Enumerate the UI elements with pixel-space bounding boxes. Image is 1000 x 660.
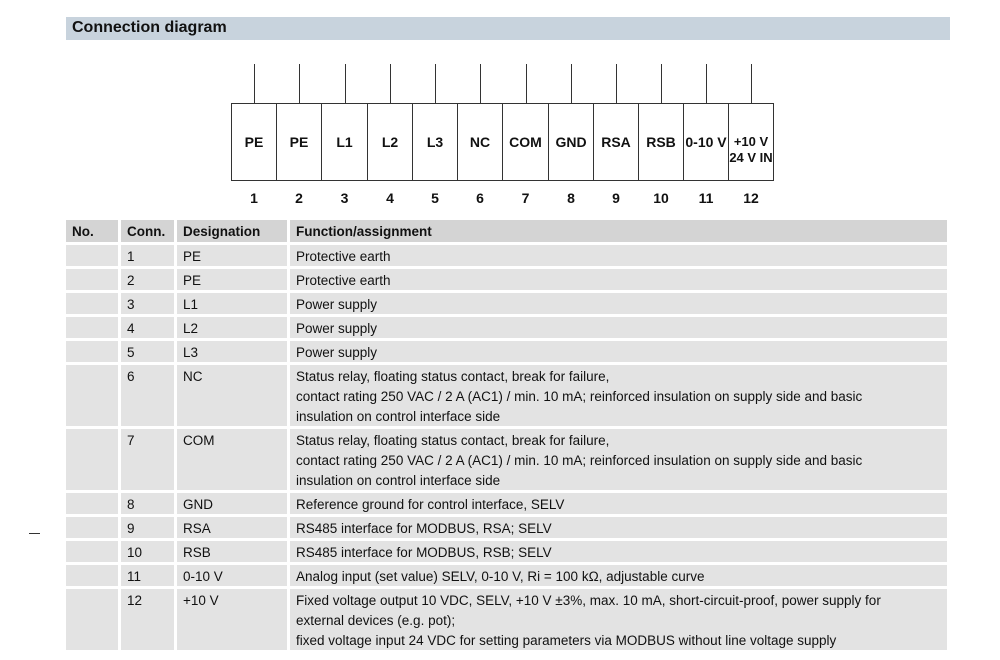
- terminal-label: PE: [289, 134, 309, 150]
- terminal-number: 4: [386, 190, 394, 206]
- terminal-label: 0-10 V: [685, 134, 727, 150]
- function-line: Protective earth: [296, 249, 391, 264]
- table-row: [66, 429, 950, 490]
- function-line: Reference ground for control interface, SELV: [296, 497, 565, 512]
- row-no: [66, 341, 118, 362]
- function-line: RS485 interface for MODBUS, RSA; SELV: [296, 521, 552, 536]
- terminal-label: +10 V 24 V IN: [729, 134, 773, 165]
- terminal-label: PE: [244, 134, 264, 150]
- row-conn: 11: [121, 565, 174, 586]
- function-line: Protective earth: [296, 273, 391, 288]
- table-row: [66, 365, 950, 426]
- table-row: [66, 493, 950, 514]
- terminal-wire: [571, 64, 572, 104]
- row-designation: NC: [177, 365, 287, 426]
- header-function: Function/assignment: [290, 220, 947, 242]
- row-no: [66, 589, 118, 650]
- terminal-9: [594, 103, 639, 206]
- row-function: [290, 429, 947, 490]
- connection-table: [66, 220, 950, 653]
- table-row: [66, 317, 950, 338]
- row-no: [66, 541, 118, 562]
- terminal-wire: [751, 64, 752, 104]
- row-designation: PE: [177, 245, 287, 266]
- function-line: Status relay, floating status contact, break for failure,: [296, 369, 610, 384]
- terminal-6: [458, 103, 503, 206]
- row-designation: RSB: [177, 541, 287, 562]
- terminal-wire: [345, 64, 346, 104]
- terminal-number: 10: [653, 190, 669, 206]
- terminal-wire: [661, 64, 662, 104]
- terminal-wire: [390, 64, 391, 104]
- terminal-number: 9: [612, 190, 620, 206]
- terminal-10: [639, 103, 684, 206]
- terminal-wire: [480, 64, 481, 104]
- terminal-3: [322, 103, 368, 206]
- table-row: [66, 589, 950, 650]
- row-conn: 8: [121, 493, 174, 514]
- terminal-label: L3: [426, 134, 444, 150]
- table-row: [66, 517, 950, 538]
- terminal-label: COM: [509, 134, 542, 150]
- terminal-number: 8: [567, 190, 575, 206]
- terminal-number: 11: [698, 190, 714, 206]
- row-designation: PE: [177, 269, 287, 290]
- row-no: [66, 565, 118, 586]
- terminal-number: 6: [476, 190, 484, 206]
- row-function: [290, 493, 947, 514]
- terminal-label: GND: [555, 134, 587, 150]
- function-line: Power supply: [296, 297, 378, 312]
- row-designation: L3: [177, 341, 287, 362]
- table-row: [66, 541, 950, 562]
- function-line: insulation on control interface side: [296, 473, 501, 488]
- terminal-wire: [706, 64, 707, 104]
- row-function: [290, 365, 947, 426]
- terminal-number: 1: [250, 190, 258, 206]
- terminal-8: [549, 103, 594, 206]
- terminal-wire: [299, 64, 300, 104]
- header-no: No.: [66, 220, 118, 242]
- row-designation: L2: [177, 317, 287, 338]
- row-conn: 5: [121, 341, 174, 362]
- row-conn: 3: [121, 293, 174, 314]
- row-no: [66, 365, 118, 426]
- function-line: RS485 interface for MODBUS, RSB; SELV: [296, 545, 552, 560]
- terminal-7: [503, 103, 549, 206]
- row-designation: L1: [177, 293, 287, 314]
- row-function: [290, 317, 947, 338]
- table-row: [66, 269, 950, 290]
- function-line: external devices (e.g. pot);: [296, 613, 456, 628]
- terminal-number: 2: [295, 190, 303, 206]
- row-no: [66, 517, 118, 538]
- terminal-4: [368, 103, 413, 206]
- terminal-number: 3: [340, 190, 349, 206]
- function-line: contact rating 250 VAC / 2 A (AC1) / min. 10 mA; reinforced insulation on supply side and basic: [296, 389, 863, 404]
- terminal-1: [232, 103, 277, 206]
- terminal-2: [277, 103, 322, 206]
- section-header: [66, 17, 950, 40]
- function-line: fixed voltage input 24 VDC for setting parameters via MODBUS without line voltage supply: [296, 633, 837, 648]
- terminal-label: RSB: [646, 134, 676, 150]
- row-function: [290, 565, 947, 586]
- row-no: [66, 293, 118, 314]
- row-function: [290, 245, 947, 266]
- row-no: [66, 429, 118, 490]
- terminal-12: [729, 103, 774, 206]
- function-line: Status relay, floating status contact, break for failure,: [296, 433, 610, 448]
- table-row: [66, 245, 950, 266]
- terminal-label: L2: [381, 134, 399, 150]
- table-header-row: [66, 220, 950, 242]
- row-designation: 0-10 V: [177, 565, 287, 586]
- row-no: [66, 245, 118, 266]
- row-conn: 12: [121, 589, 174, 650]
- row-designation: COM: [177, 429, 287, 490]
- row-designation: GND: [177, 493, 287, 514]
- row-no: [66, 317, 118, 338]
- terminal-label: NC: [469, 134, 491, 150]
- terminal-wire: [435, 64, 436, 104]
- row-conn: 7: [121, 429, 174, 490]
- function-line: Power supply: [296, 321, 378, 336]
- terminal-number: 12: [743, 190, 759, 206]
- row-function: [290, 269, 947, 290]
- row-designation: RSA: [177, 517, 287, 538]
- row-function: [290, 341, 947, 362]
- row-conn: 9: [121, 517, 174, 538]
- function-line: Analog input (set value) SELV, 0-10 V, Ri = 100 kΩ, adjustable curve: [296, 569, 705, 584]
- terminal-wire: [616, 64, 617, 104]
- row-no: [66, 493, 118, 514]
- terminal-label: RSA: [601, 134, 631, 150]
- terminal-label: L1: [336, 134, 353, 150]
- row-designation: +10 V: [177, 589, 287, 650]
- table-row: [66, 565, 950, 586]
- function-line: insulation on control interface side: [296, 409, 501, 424]
- terminal-number: 7: [521, 190, 530, 206]
- section-title: Connection diagram: [72, 19, 227, 36]
- row-conn: 6: [121, 365, 174, 426]
- row-no: [66, 269, 118, 290]
- function-line: Power supply: [296, 345, 378, 360]
- terminal-wire: [254, 64, 255, 104]
- row-conn: 4: [121, 317, 174, 338]
- header-designation: Designation: [177, 220, 287, 242]
- table-row: [66, 341, 950, 362]
- function-line: contact rating 250 VAC / 2 A (AC1) / min. 10 mA; reinforced insulation on supply side and basic: [296, 453, 863, 468]
- terminal-11: [684, 103, 729, 206]
- row-conn: 10: [121, 541, 174, 562]
- row-conn: 2: [121, 269, 174, 290]
- terminal-wire: [526, 64, 527, 104]
- terminal-5: [413, 103, 458, 206]
- margin-dash: [29, 533, 40, 534]
- header-conn: Conn.: [121, 220, 174, 242]
- table-row: [66, 293, 950, 314]
- function-line: Fixed voltage output 10 VDC, SELV, +10 V ±3%, max. 10 mA, short-circuit-proof, power supply for: [296, 593, 881, 608]
- row-function: [290, 293, 947, 314]
- terminal-strip: [231, 103, 774, 206]
- row-function: [290, 589, 947, 650]
- row-conn: 1: [121, 245, 174, 266]
- row-function: [290, 541, 947, 562]
- terminal-number: 5: [431, 190, 439, 206]
- row-function: [290, 517, 947, 538]
